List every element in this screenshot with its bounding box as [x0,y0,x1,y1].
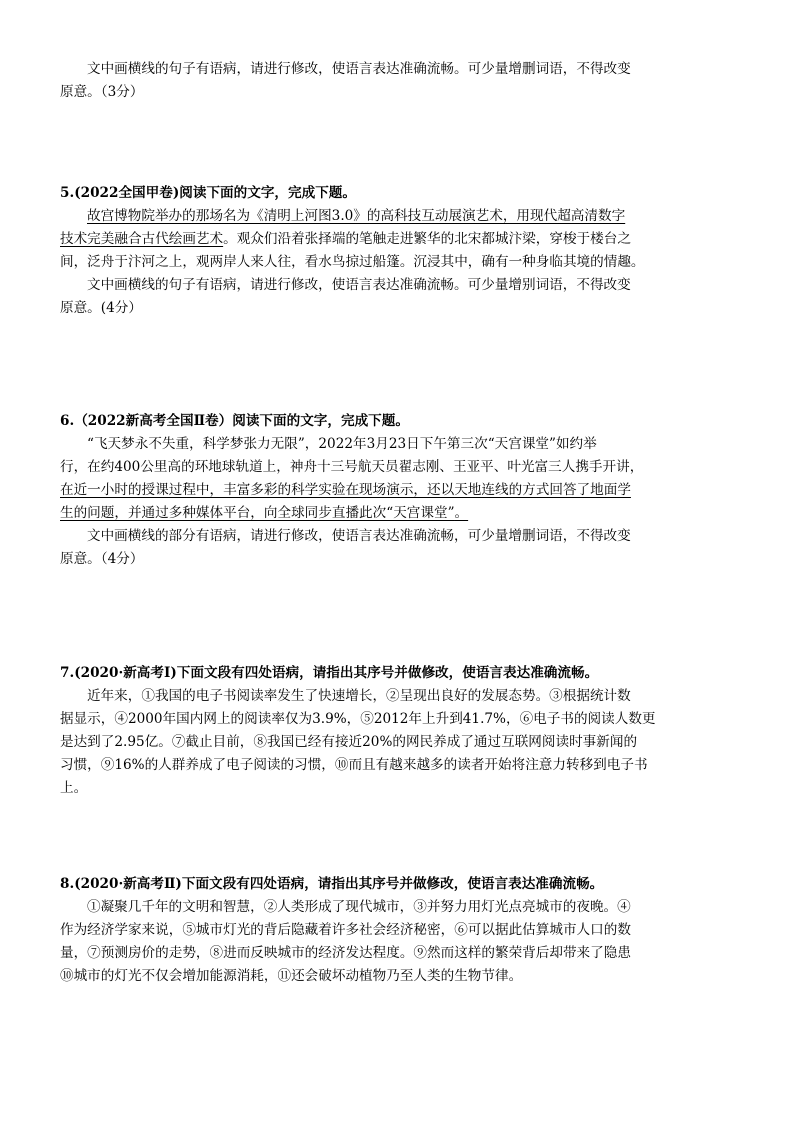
question-5-instruction: 原意。(4分） [60,300,142,316]
question-8 [60,873,740,988]
question-8-passage-line: 作为经济学家来说，⑤城市灯光的背后隐藏着许多社会经济秘密，⑥可以据此估算城市人口的数 [60,922,631,938]
question-6-passage-line [60,502,740,525]
question-6 [60,410,740,571]
underlined-sentence: 故宫博物院举办的那场名为《清明上河图3.0》的高科技互动展演艺术，用现代超高清数字 [87,208,626,224]
question-8-passage-line: ①凝聚几千年的文明和智慧，②人类形成了现代城市，③并努力用灯光点亮城市的夜晚。④ [87,899,631,915]
passage-text: 。 [454,505,469,521]
question-6-passage-line: “飞天梦永不失重，科学梦张力无限”，2022年3月23日下午第三次“天宫课堂”如约举 [87,436,597,452]
question-6-passage-line [60,479,740,502]
question-6-passage-line: 行，在约400公里高的环地球轨道上，神舟十三号航天员翟志刚、王亚平、叶光富三人携手开讲， [60,459,644,475]
question-8-passage-line: ⑩城市的灯光不仅会增加能源消耗，⑪还会破坏动植物乃至人类的生物节律。 [60,968,523,984]
underlined-sentence: 技术完美融合古代绘画艺术 [60,231,224,247]
intro-line: 原意。（3分） [60,84,144,100]
question-5-passage-line [60,205,740,228]
question-7-passage-line: 据显示，④2000年国内网上的阅读率仅为3.9%，⑤2012年上升到41.7%，⑥电子书的阅读人数更 [60,711,656,727]
question-5-passage-line [60,228,740,251]
question-6-instruction: 文中画横线的部分有语病，请进行修改，使语言表达准确流畅，可少量增删词语，不得改变 [87,528,631,544]
underlined-sentence: 生的问题，并通过多种媒体平台，向全球同步直播此次“天宫课堂” [60,505,455,521]
question-7-passage-line: 上。 [60,780,88,796]
question-5-title: 5.(2022全国甲卷)阅读下面的文字，完成下题。 [60,185,356,201]
question-5 [60,182,740,320]
question-7 [60,662,740,800]
question-5-passage-line: 间，泛舟于汴河之上，观两岸人来人往，看水鸟掠过船篷。沉浸其中，确有一种身临其境的情趣。 [60,254,645,270]
passage-text: 。观众们沿着张择端的笔触走进繁华的北宋都城汴梁，穿梭于楼台之 [223,231,631,247]
question-7-passage-line: 近年来，①我国的电子书阅读率发生了快速增长，②呈现出良好的发展态势。③根据统计数 [87,688,631,704]
underlined-sentence: 在近一小时的授课过程中，丰富多彩的科学实验在现场演示，还以天地连线的方式回答了地面学 [60,482,631,498]
question-7-passage-line: 习惯，⑨16%的人群养成了电子阅读的习惯，⑩而且有越来越多的读者开始将注意力转移到电子书 [60,757,648,773]
question-7-passage-line: 是达到了2.95亿。⑦截止目前，⑧我国已经有接近20%的网民养成了通过互联网阅读时事新闻的 [60,734,638,750]
intro-line: 文中画横线的句子有语病，请进行修改，使语言表达准确流畅。可少量增删词语，不得改变 [87,61,631,77]
question-8-title: 8.(2020·新高考Ⅱ)下面文段有四处语病，请指出其序号并做修改，使语言表达准确流畅。 [60,876,604,892]
question-7-title: 7.(2020·新高考Ⅰ)下面文段有四处语病，请指出其序号并做修改，使语言表达准确流畅。 [60,665,599,681]
question-5-instruction: 文中画横线的句子有语病，请进行修改，使语言表达准确流畅。可少量增别词语，不得改变 [87,277,631,293]
question-8-passage-line: 量，⑦预测房价的走势，⑧进而反映城市的经济发达程度。⑨然而这样的繁荣背后却带来了隐患 [60,945,631,961]
intro-instructions [60,58,740,104]
question-6-instruction: 原意。（4分） [60,551,144,567]
question-6-title: 6.（2022新高考全国Ⅱ卷）阅读下面的文字，完成下题。 [60,413,409,429]
